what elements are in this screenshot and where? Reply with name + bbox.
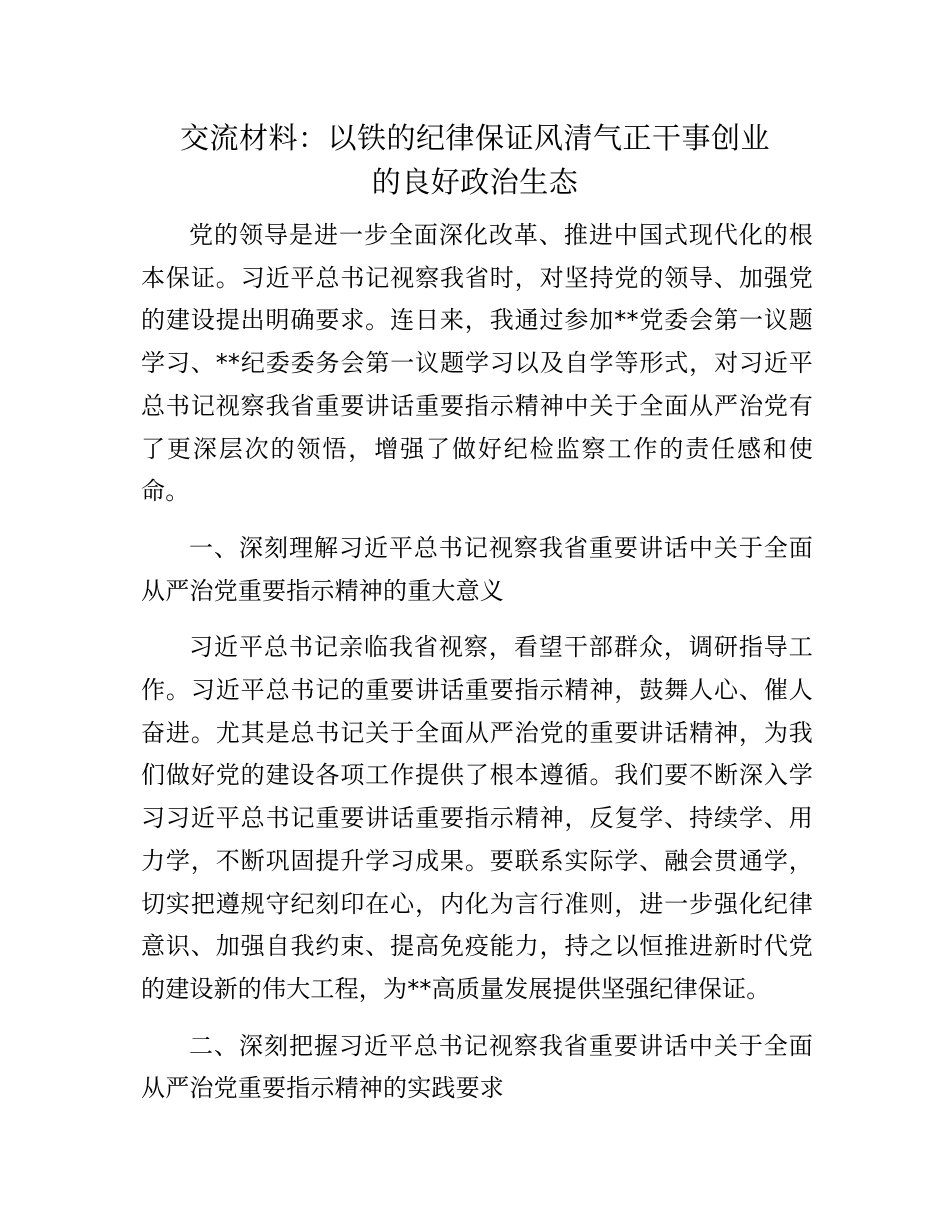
document-title [140,116,810,204]
title-line-2: 的良好政治生态 [371,165,579,199]
section-heading-2: 二、深刻把握习近平总书记视察我省重要讲话中关于全面从严治党重要指示精神的实践要求 [141,1031,813,1103]
document-body [141,214,813,1110]
section-1-paragraph: 习近平总书记亲临我省视察，看望干部群众，调研指导工作。习近平总书记的重要讲话重要指示精神，鼓舞人心、催人奋进。尤其是总书记关于全面从严治党的重要讲话精神，为我们做好党的建设各项工作提供了根本遵循。我们要不断深入学习习近平总书记重要讲话重要指示精神，反复学、持续学、用力学，不断巩固提升学习成果。要联系实际学、融会贯通学，切实把遵规守纪刻印在心，内化为言行准则，进一步强化纪律意识、加强自我约束、提高免疫能力，持之以恒推进新时代党的建设新的伟大工程，为**高质量发展提供坚强纪律保证。 [141,633,813,1003]
section-heading-1: 一、深刻理解习近平总书记视察我省重要讲话中关于全面从严治党重要指示精神的重大意义 [141,533,813,605]
intro-paragraph: 党的领导是进一步全面深化改革、推进中国式现代化的根本保证。习近平总书记视察我省时，对坚持党的领导、加强党的建设提出明确要求。连日来，我通过参加**党委会第一议题学习、**纪委委务会第一议题学习以及自学等形式，对习近平总书记视察我省重要讲话重要指示精神中关于全面从严治党有了更深层次的领悟，增强了做好纪检监察工作的责任感和使命。 [141,221,813,506]
title-line-1: 交流材料：以铁的纪律保证风清气正干事创业 [179,121,770,155]
